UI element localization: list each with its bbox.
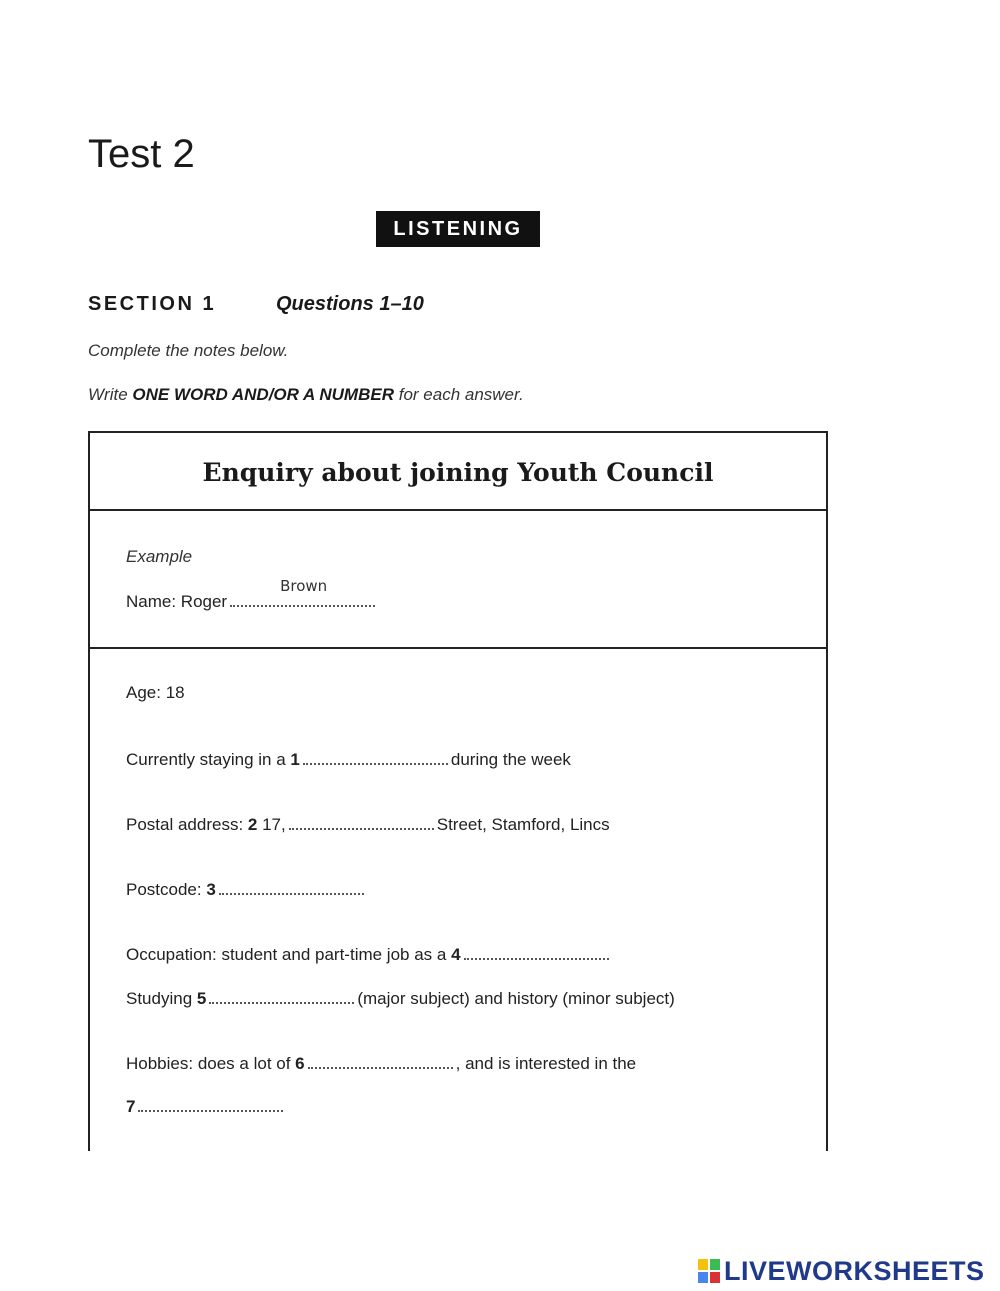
question-3-line: Postcode: 3 [126,879,367,900]
section-questions: Questions 1–10 [276,293,424,315]
answer-blank-7[interactable] [138,1096,283,1112]
instruction-complete-notes: Complete the notes below. [88,341,289,360]
age-line: Age: 18 [126,683,185,702]
section-label: SECTION 1 [88,293,217,315]
question-4-line: Occupation: student and part-time job as a 4 [126,944,612,965]
question-2-line: Postal address: 2 17, Street, Stamford, Lincs [126,815,610,834]
logo-text: LIVEWORKSHEETS [724,1255,985,1286]
answer-blank-4[interactable] [464,944,609,960]
liveworksheets-logo-icon [698,1259,720,1283]
example-label: Example [126,547,193,566]
instruction-answer-format: Write ONE WORD AND/OR A NUMBER for each answer. [88,385,524,404]
liveworksheets-logo [698,1256,985,1286]
answer-blank-3[interactable] [219,879,364,895]
question-7-line: 7 [126,1096,286,1117]
example-answer-blank [230,577,375,607]
answer-blank-5[interactable] [209,988,354,1004]
question-1-line: Currently staying in a 1 during the week [126,750,571,769]
form-title: Enquiry about joining Youth Council [202,457,714,487]
answer-blank-2[interactable] [289,814,434,830]
answer-blank-1[interactable] [303,749,448,765]
example-section [90,511,826,649]
notes-form [88,431,828,1151]
question-5-line: Studying 5 (major subject) and history (minor subject) [126,989,675,1008]
test-title: Test 2 [88,132,195,176]
form-header [90,433,826,511]
listening-badge: LISTENING [376,211,540,247]
question-6-line: Hobbies: does a lot of 6 , and is interested in the [126,1054,637,1073]
example-name-line: Name: Roger Brown [126,591,378,612]
example-answer: Brown [280,577,328,595]
instruction-emphasis: ONE WORD AND/OR A NUMBER [132,385,394,404]
answer-blank-6[interactable] [308,1053,453,1069]
